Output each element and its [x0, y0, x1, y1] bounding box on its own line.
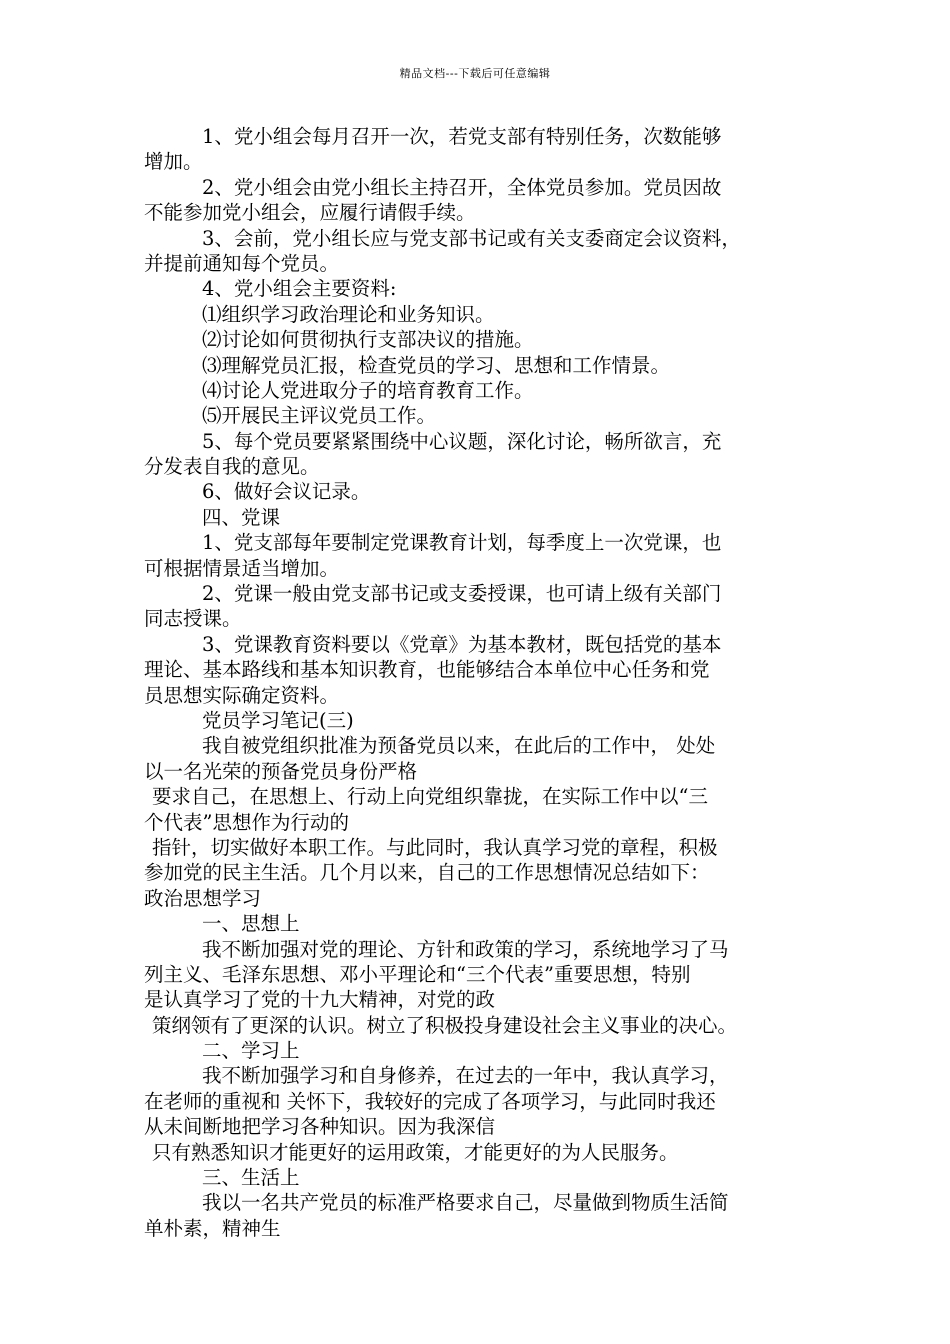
text-line: 策纲领有了更深的认识。树立了积极投身建设社会主义事业的决心。 [152, 1013, 738, 1037]
text-line: 我不断加强学习和自身修养，在过去的一年中，我认真学习， [202, 1064, 729, 1088]
text-line: 可根据情景适当增加。 [144, 556, 340, 580]
text-line: 我自被党组织批准为预备党员以来，在此后的工作中， 处处 [202, 734, 716, 758]
text-line: 不能参加党小组会，应履行请假手续。 [144, 201, 476, 225]
text-line: 增加。 [144, 150, 203, 174]
text-line: 二、学习上 [202, 1039, 300, 1063]
text-line: 3、会前，党小组长应与党支部书记或有关支委商定会议资料， [202, 226, 741, 250]
text-line: 分发表自我的意见。 [144, 455, 320, 479]
text-line: 2、党课一般由党支部书记或支委授课，也可请上级有关部门 [202, 582, 722, 606]
text-line: 4、党小组会主要资料: [202, 277, 397, 301]
text-line: 要求自己，在思想上、行动上向党组织靠拢，在实际工作中以“三 [152, 785, 708, 809]
text-line: 在老师的重视和 关怀下，我较好的完成了各项学习，与此同时我还 [144, 1089, 716, 1113]
text-line: 三、生活上 [202, 1166, 300, 1190]
page-header: 精品文档---下载后可任意编辑 [399, 67, 551, 80]
text-line: 列主义、毛泽东思想、邓小平理论和“三个代表”重要思想，特别 [144, 962, 691, 986]
text-line: 指针，切实做好本职工作。与此同时，我认真学习党的章程，积极 [152, 835, 718, 859]
text-line: 只有熟悉知识才能更好的运用政策，才能更好的为人民服务。 [152, 1140, 679, 1164]
text-line: ⑸开展民主评议党员工作。 [202, 404, 437, 428]
text-line: 参加党的民主生活。几个月以来，自己的工作思想情况总结如下： [144, 861, 710, 885]
text-line: 1、党小组会每月召开一次，若党支部有特别任务，次数能够 [202, 125, 722, 148]
text-line: 并提前通知每个党员。 [144, 251, 340, 275]
text-line: 是认真学习了党的十九大精神，对党的政 [144, 988, 496, 1012]
text-line: 党员学习笔记(三) [202, 708, 354, 732]
text-line: 同志授课。 [144, 607, 242, 631]
text-line: 单朴素，精神生 [144, 1216, 281, 1240]
text-line: 一、思想上 [202, 912, 300, 936]
text-line: ⑵讨论如何贯彻执行支部决议的措施。 [202, 328, 534, 352]
text-line: 我以一名共产党员的标准严格要求自己，尽量做到物质生活简 [202, 1191, 729, 1215]
text-line: 6、做好会议记录。 [202, 480, 371, 504]
text-line: 1、党支部每年要制定党课教育计划，每季度上一次党课，也 [202, 531, 722, 555]
text-line: 理论、基本路线和基本知识教育，也能够结合本单位中心任务和党 [144, 658, 710, 682]
text-line: 我不断加强对党的理论、方针和政策的学习，系统地学习了马 [202, 937, 729, 961]
text-line: 员思想实际确定资料。 [144, 683, 340, 707]
text-line: 2、党小组会由党小组长主持召开，全体党员参加。党员因故 [202, 175, 722, 199]
text-line: 四、党课 [202, 505, 281, 529]
text-line: 以一名光荣的预备党员身份严格 [144, 759, 418, 783]
text-line: 个代表”思想作为行动的 [144, 810, 349, 834]
document-body [144, 124, 816, 1241]
text-line: ⑷讨论人党进取分子的培育教育工作。 [202, 378, 534, 402]
text-line: 5、每个党员要紧紧围绕中心议题，深化讨论，畅所欲言，充 [202, 429, 722, 453]
text-line: ⑶理解党员汇报，检查党员的学习、思想和工作情景。 [202, 353, 671, 377]
text-line: 政治思想学习 [144, 886, 262, 910]
text-line: 3、党课教育资料要以《党章》为基本教材，既包括党的基本 [202, 632, 722, 656]
text-line: ⑴组织学习政治理论和业务知识。 [202, 302, 495, 326]
text-line: 从未间断地把学习各种知识。因为我深信 [144, 1115, 496, 1139]
